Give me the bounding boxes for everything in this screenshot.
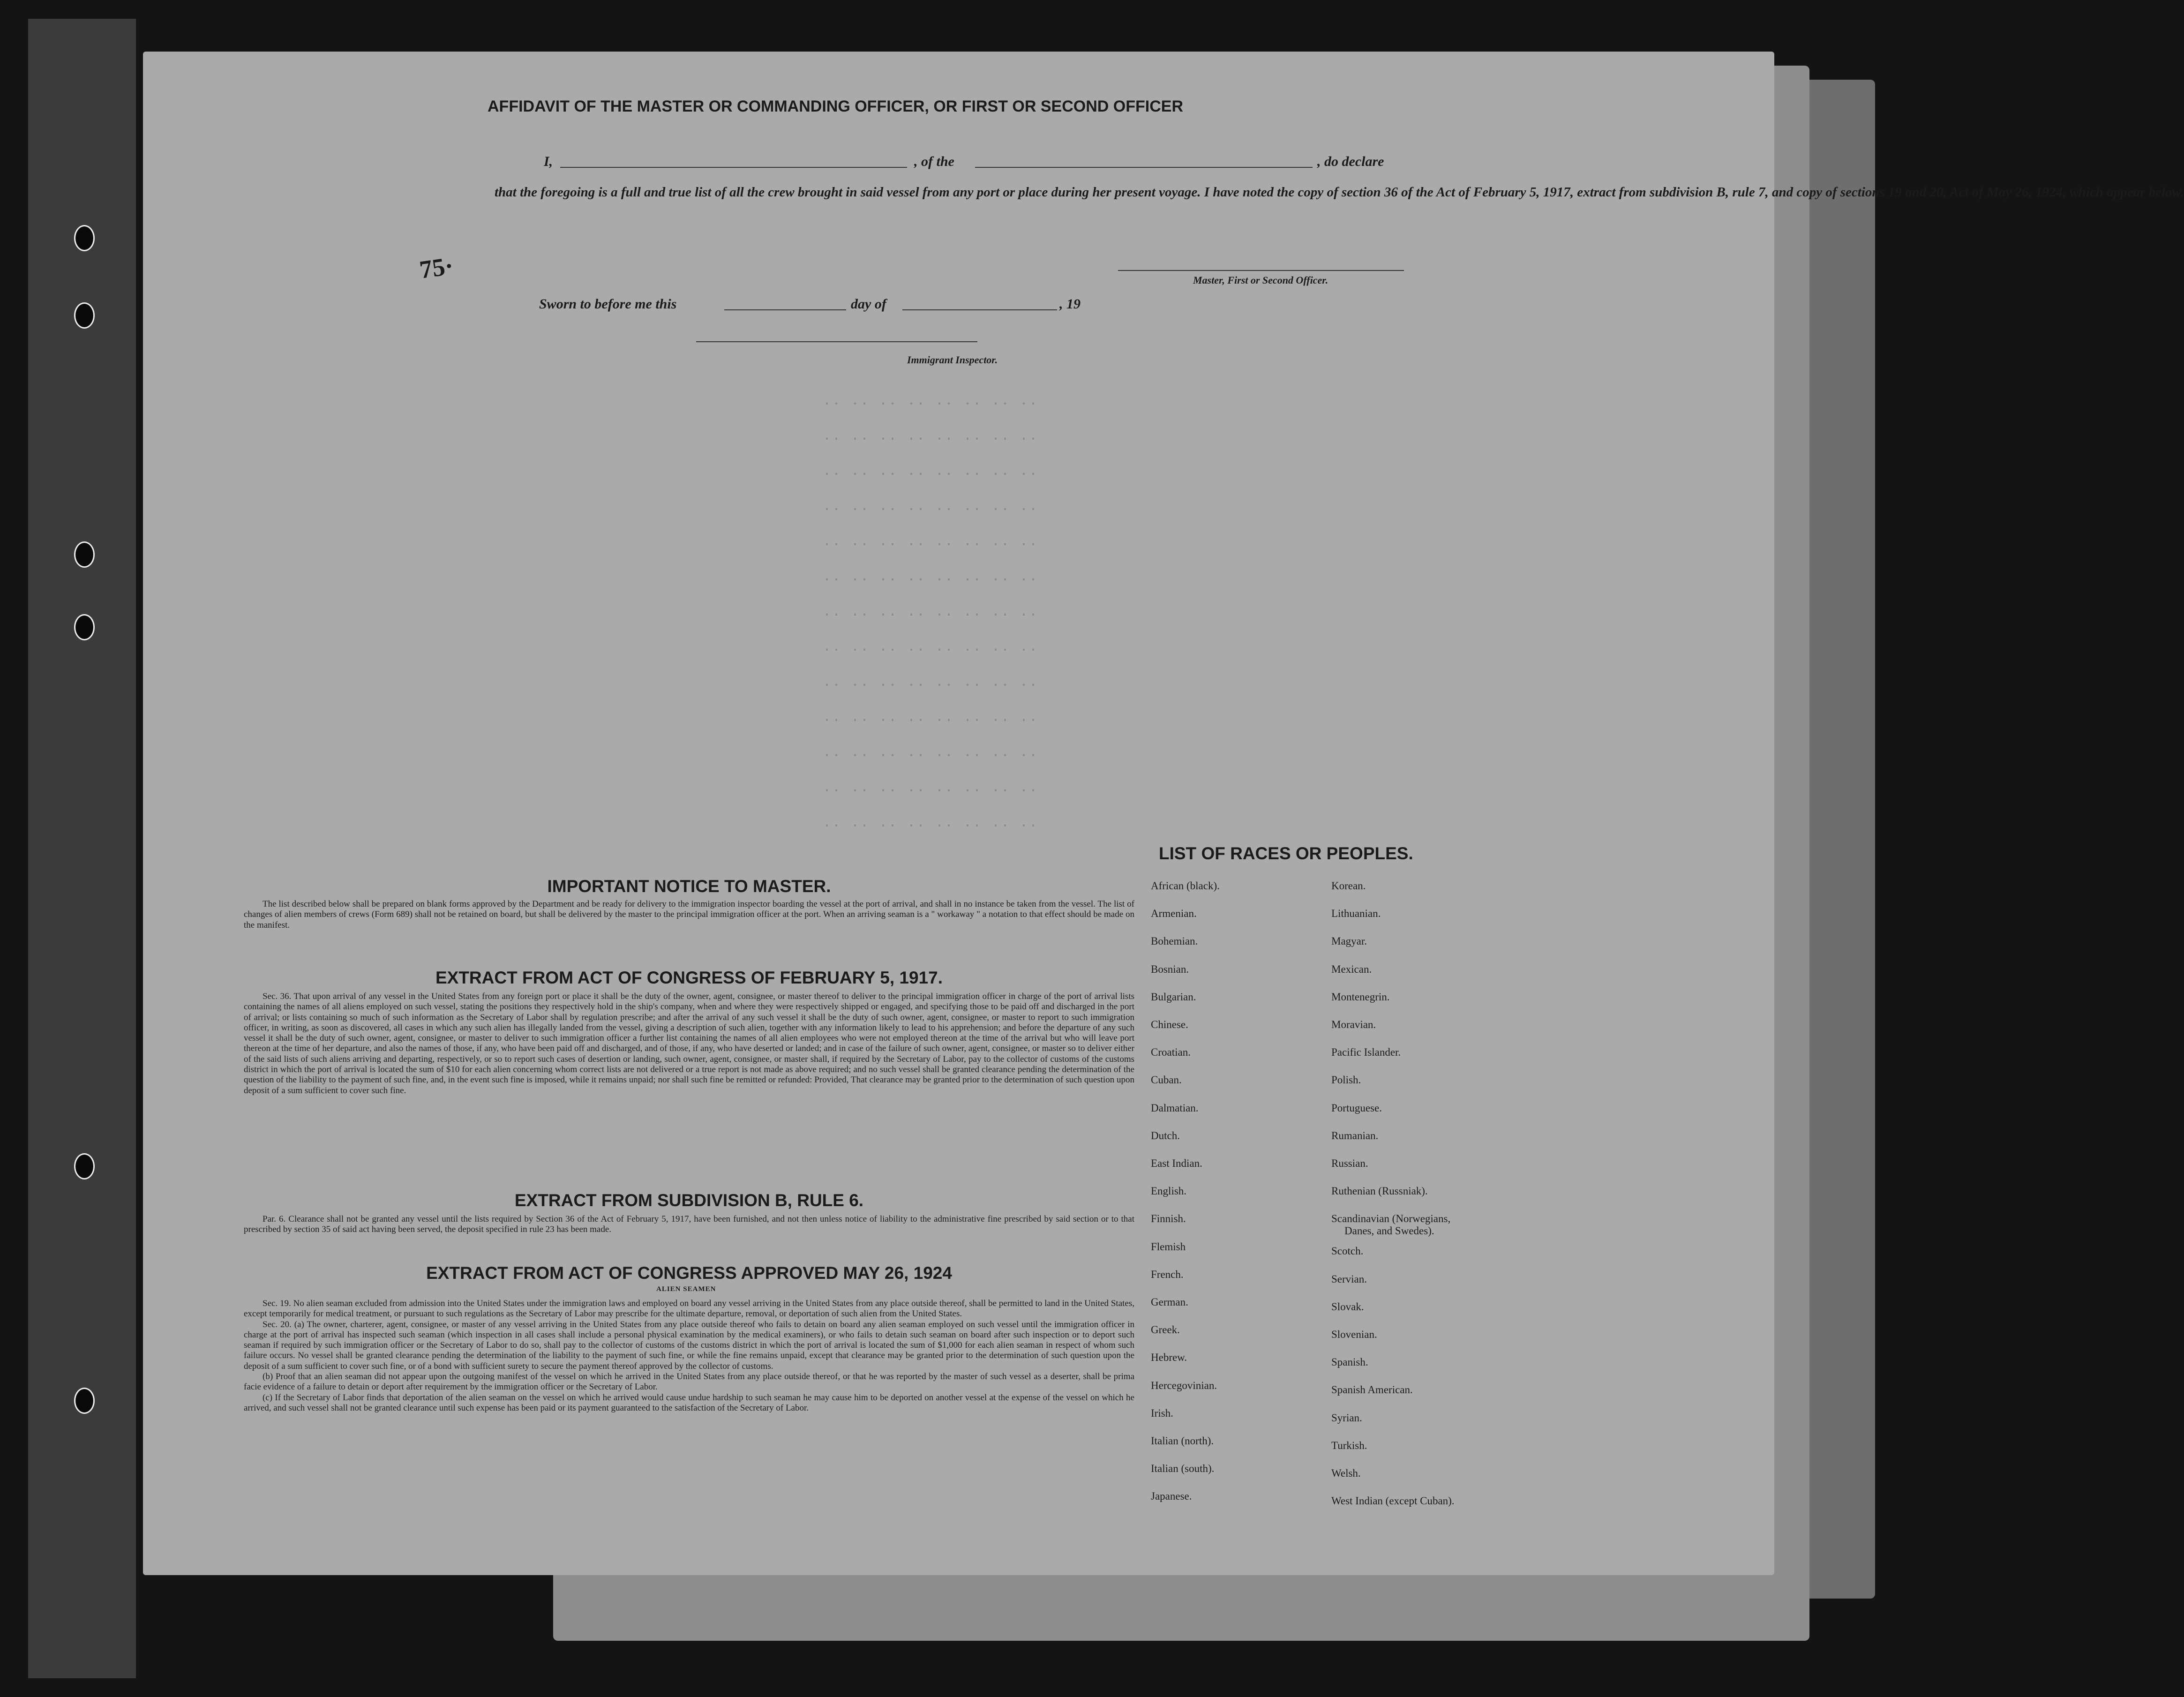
- sec20c-text: (c) If the Secretary of Labor finds that deportation of the alien seaman on the vessel on which he arrived would cause undue hardship to such seaman he may cause him to be deported on another vessel at the expense of the vessel on which he arrived, and such vessel shall not be granted clearance until such expense has been paid or its payment guaranteed to the satisfaction of the Secretary of Labor.: [244, 1392, 1134, 1413]
- race-item: Portuguese.: [1331, 1102, 1382, 1114]
- race-item: Scandinavian (Norwegians,: [1331, 1213, 1451, 1225]
- race-item: West Indian (except Cuban).: [1331, 1495, 1455, 1507]
- extract-1924-subtitle: ALIEN SEAMEN: [656, 1285, 716, 1293]
- affidavit-page: ·· ·· ·· ·· ·· ·· ·· ·· ·· ·· ·· ·· ·· ·· ·· ·· ·· ·· ·· ·· ·· ·· ·· ·· ·· ·· ·· ·· ·· ·· ·· ·· ·· ·· ·· ·· ·· ·· ·· ·· ·· ·· ·· ·· ·· ·· ·· ·· ·· ·· ·· ·· ·· ·· ·· ·· ·· ·· ·· ·· ·· ·· ·· ·· ·· ·· ·· ·· ·· ·· ·· ·· ·· ·· ·· ·· ·· ·· ·· ·· ·· ·· ·· ·· ·· ·· ·· ·· ·· ·· ·· ·· ·· ·· ·· ·· ·· ·· ·· ·· ·· ·· ·· ·· AFFIDAVIT OF THE MASTER OR COMMANDING OFFICER, OR FIRST OR SECOND OFFICER I, , of the , do declare that the foregoing is a full and true list of all the crew brought in said vessel from any port or place during her present voyage. I have noted the copy of section 36 of the Act of February 5, 1917, extract from subdivision B, rule 7, and copy of sections 19 and 20, Act of May 26, 1924, which appear below. 75· Master, First or Second Officer. Sworn to before me this day of , 19 Immigrant Inspector. IMPORTANT NOTICE TO MASTER. The list described below shall be prepared on blank forms approved by the Department and be ready for delivery to the immigration inspector boarding the vessel at the port of arrival, and shall in no instance be taken from the vessel. The list of changes of alien members of crews (Form 689) shall not be retained on board, but shall be delivered by the master to the principal immigration officer at the port. When an arriving seaman is a " workaway " a notation to that effect should be made on the manifest. EXTRACT FROM ACT OF CONGRESS OF FEBRUARY 5, 1917. Sec. 36. That upon arrival of any vessel in the United States from any foreign port or place it shall be the duty of the owner, agent, consignee, or master thereof to deliver to the principal immigration officer in charge of the port of arrival lists containing the names of all aliens employed on such vessel, stating the positions they respectively hold in the ship's company, when and where they were respectively shipped or engaged, and specifying those to be paid off and discharged in the port of arrival; or lists containing so much of such information as the Secretary of Labor shall by regulation prescribe; and after the arrival of any such vessel it shall be the duty of such owner, agent, consignee, or master to report to such immigration officer, in writing, as soon as discovered, all cases in which any such alien has illegally landed from the vessel, giving a description of such alien, together with any information likely to lead to his apprehension; and before the departure of any such vessel it shall be the duty of such owner, agent, consignee, or master to deliver to such immigration officer a further list containing the names of all alien employees who were not employed thereon at the time of the arrival but who will leave port thereon at the time of her departure, and also the names of those, if any, who have been paid off and discharged, and of those, if any, who have deserted or landed; and in case of the failure of such owner, agent, consignee, or master so to deliver either of the said lists of such aliens arriving and departing, respectively, or so to report such cases of desertion or landing, such owner, agent, consignee, or master shall, if required by the Secretary of Labor, pay to the collector of customs of the customs district in which the port of arrival is located the sum of $10 for each alien concerning whom correct lists are not delivered or a true report is not made as above required; and no such vessel shall be granted clearance pending the determination of the question of the liability to the payment of such fine, and, in the event such fine is imposed, while it remains unpaid; nor shall such fine be remitted or refunded: Provided, That clearance may be granted prior to the determination of such question upon deposit of a sum sufficient to cover such fine. EXTRACT FROM SUBDIVISION B, RULE 6. Par. 6. Clearance shall not be granted any vessel until the lists required by Section 36 of the Act of February 5, 1917, have been furnished, and not then unless notice of liability to the administrative fine prescribed by said section or to that prescribed by section 35 of said act having been served, the deposit specified in rule 23 has been made. EXTRACT FROM ACT OF CONGRESS APPROVED MAY 26, 1924 ALIEN SEAMEN Sec. 19. No alien seaman excluded from admission into the United States under the immigration laws and employed on board any vessel arriving in the United States from any place outside thereof, shall be permitted to land in the United States, except temporarily for medical treatment, or pursuant to such regulations as the Secretary of Labor may prescribe for the ultimate departure, removal, or deportation of such alien from the United States. Sec. 20. (a) The owner, charterer, agent, consignee, or master of any vessel arriving in the United States from any place outside thereof who fails to detain on board any alien seaman employed on such vessel until the immigration officer in charge at the port of arrival has inspected such seaman (which inspection in all cases shall include a personal physical examination by the medical examiners), or who fails to detain such seaman on board after such inspection or to deport such seaman if required by such immigration officer or the Secretary of Labor to do so, shall pay to the collector of customs of the customs district in which the port of arrival is located the sum of $1,000 for each alien seaman in respect of whom such failure occurs. No vessel shall be granted clearance pending the determination of the liability to the payment of such fine, or while the fine remains unpaid, except that clearance may be granted prior to the determination of such question upon the deposit of a sum sufficient to cover such fine, or of a bond with sufficient surety to secure the payment thereof approved by the collector of customs. (b) Proof that an alien seaman did not appear upon the outgoing manifest of the vessel on which he arrived in the United States from any place outside thereof, or that he was reported by the master of such vessel as a deserter, shall be prima facie evidence of a failure to detain or deport after requirement by the immigration officer or the Secretary of Labor. (c) If the Secretary of Labor finds that deportation of the alien seaman on the vessel on which he arrived would cause undue hardship to such seaman he may cause him to be deported on another vessel at the expense of the vessel on which he arrived, and such vessel shall not be granted clearance until such expense has been paid or its payment guaranteed to the satisfaction of the Secretary of Labor. LIST OF RACES OR PEOPLES. African (black). Armenian. Bohemian. Bosnian. Bulgarian. Chinese. Croatian. Cuban. Dalmatian. Dutch. East Indian. English. Finnish. Flemish French. German. Greek. Hebrew. Hercegovinian. Irish. Italian (north). Italian (south). Japanese. Korean. Lithuanian. Magyar. Mexican. Montenegrin. Moravian. Pacific Islander. Polish. Portuguese. Rumanian. Russian. Ruthenian (Russniak). Scandinavian (Norwegians, Danes, and Swedes). Scotch. Servian. Slovak. Slovenian. Spanish. Spanish American. Syrian. Turkish. Welsh. West Indian (except Cuban).: [143, 52, 1774, 1575]
- inspector-signature-field: [696, 341, 977, 342]
- binding-strip: [28, 19, 136, 1678]
- race-item: German.: [1151, 1296, 1188, 1308]
- race-item: English.: [1151, 1185, 1187, 1197]
- races-title: LIST OF RACES OR PEOPLES.: [1159, 844, 1413, 863]
- sworn-day-field: [724, 309, 846, 310]
- vessel-name-field: [975, 167, 1313, 168]
- affidavit-declare-label: , do declare: [1317, 154, 1384, 169]
- master-signature-field: [1118, 270, 1404, 271]
- race-item: Hercegovinian.: [1151, 1379, 1217, 1391]
- race-item: Mexican.: [1331, 963, 1372, 975]
- race-item: Bulgarian.: [1151, 991, 1196, 1003]
- punch-hole: [74, 541, 95, 568]
- extract-1924-body: [244, 1299, 1134, 1413]
- race-item: Lithuanian.: [1331, 908, 1381, 920]
- master-name-field: [560, 167, 907, 168]
- race-item: Italian (north).: [1151, 1435, 1214, 1447]
- punch-hole: [74, 1388, 95, 1414]
- race-item: Montenegrin.: [1331, 991, 1390, 1003]
- rule6-title: EXTRACT FROM SUBDIVISION B, RULE 6.: [514, 1191, 864, 1210]
- race-item: Korean.: [1331, 880, 1366, 892]
- extract-1924-title: EXTRACT FROM ACT OF CONGRESS APPROVED MAY 26, 1924: [426, 1263, 952, 1283]
- race-item: Slovak.: [1331, 1300, 1364, 1313]
- race-item: Hebrew.: [1151, 1352, 1187, 1364]
- race-item: Japanese.: [1151, 1490, 1192, 1502]
- race-item: Ruthenian (Russniak).: [1331, 1185, 1428, 1197]
- sworn-year-label: , 19: [1059, 296, 1081, 312]
- punch-hole: [74, 302, 95, 329]
- race-item: Scotch.: [1331, 1245, 1364, 1257]
- race-item: Magyar.: [1331, 935, 1367, 947]
- race-item: French.: [1151, 1268, 1184, 1280]
- race-item: Polish.: [1331, 1074, 1361, 1086]
- race-item: Irish.: [1151, 1407, 1173, 1419]
- notice-text: The list described below shall be prepared on blank forms approved by the Department and be ready for delivery to the immigration inspector boarding the vessel at the port of arrival, and shall in no instance be taken from the vessel. The list of changes of alien members of crews (Form 689) shall not be retained on board, but shall be delivered by the master to the principal immigration officer at the port. When an arriving seaman is a " workaway " a notation to that effect should be made on the manifest.: [244, 899, 1134, 930]
- race-item: Russian.: [1331, 1157, 1368, 1170]
- affidavit-title: AFFIDAVIT OF THE MASTER OR COMMANDING OFFICER, OR FIRST OR SECOND OFFICER: [488, 98, 1183, 115]
- rule6-text: Par. 6. Clearance shall not be granted any vessel until the lists required by Section 36 of the Act of February 5, 1917, have been furnished, and not then unless notice of liability to the administrative fine prescribed by said section or to that prescribed by section 35 of said act having been served, the deposit specified in rule 23 has been made.: [244, 1214, 1134, 1235]
- inspector-signature-label: Immigrant Inspector.: [907, 354, 998, 366]
- race-item: East Indian.: [1151, 1157, 1202, 1170]
- race-item: Cuban.: [1151, 1074, 1182, 1086]
- punch-hole: [74, 225, 95, 251]
- race-item: Danes, and Swedes).: [1344, 1225, 1434, 1237]
- race-item: Moravian.: [1331, 1019, 1376, 1031]
- race-item: Rumanian.: [1331, 1129, 1379, 1141]
- extract-1917-title: EXTRACT FROM ACT OF CONGRESS OF FEBRUARY 5, 1917.: [435, 968, 943, 987]
- race-item: Spanish.: [1331, 1356, 1368, 1368]
- race-item: Greek.: [1151, 1324, 1180, 1336]
- margin-mark: 75·: [418, 251, 455, 284]
- race-item: Italian (south).: [1151, 1463, 1215, 1475]
- race-item: Slovenian.: [1331, 1329, 1377, 1341]
- race-item: Dalmatian.: [1151, 1102, 1199, 1114]
- sec19-text: Sec. 19. No alien seaman excluded from admission into the United States under the immigration laws and employed on board any vessel arriving in the United States from any place outside thereof, shall be permitted to land in the United States, except temporarily for medical treatment, or pursuant to such regulations as the Secretary of Labor may prescribe for the ultimate departure, removal, or deportation of such alien from the United States.: [244, 1299, 1134, 1319]
- races-right-column: [1331, 872, 1455, 1515]
- sec20a-text: Sec. 20. (a) The owner, charterer, agent, consignee, or master of any vessel arriving in the United States from any place outside thereof who fails to detain on board any alien seaman employed on such vessel until the immigration officer in charge at the port of arrival has inspected such seaman (which inspection in all cases shall include a personal physical examination by the medical examiners), or who fails to detain such seaman on board after such inspection or to deport such seaman if required by such immigration officer or the Secretary of Labor to do so, shall pay to the collector of customs of the customs district in which the port of arrival is located the sum of $1,000 for each alien seaman in respect of whom such failure occurs. No vessel shall be granted clearance pending the determination of the liability to the payment of such fine, or while the fine remains unpaid, except that clearance may be granted prior to the determination of such question upon the deposit of a sum sufficient to cover such fine, or of a bond with sufficient surety to secure the payment thereof approved by the collector of customs.: [244, 1319, 1134, 1371]
- race-item: Dutch.: [1151, 1129, 1180, 1141]
- race-item: Spanish American.: [1331, 1384, 1413, 1396]
- punch-hole: [74, 1153, 95, 1179]
- affidavit-of-the-label: , of the: [914, 154, 954, 169]
- notice-title: IMPORTANT NOTICE TO MASTER.: [547, 877, 831, 896]
- race-item: Bohemian.: [1151, 935, 1198, 947]
- sec20b-text: (b) Proof that an alien seaman did not appear upon the outgoing manifest of the vessel on which he arrived in the United States from any place outside thereof, or that he was reported by the master of such vessel as a deserter, shall be prima facie evidence of a failure to detain or deport after requirement by the immigration officer or the Secretary of Labor.: [244, 1372, 1134, 1392]
- race-item: Pacific Islander.: [1331, 1046, 1401, 1059]
- races-left-column: [1151, 872, 1220, 1510]
- affidavit-i-label: I,: [544, 154, 553, 169]
- race-item: Welsh.: [1331, 1467, 1361, 1479]
- race-item: Armenian.: [1151, 908, 1197, 920]
- race-item: African (black).: [1151, 880, 1220, 892]
- race-item: Turkish.: [1331, 1439, 1367, 1451]
- day-of-label: day of: [851, 296, 886, 312]
- race-item: Croatian.: [1151, 1046, 1191, 1059]
- race-item: Syrian.: [1331, 1412, 1362, 1424]
- extract-1917-text: Sec. 36. That upon arrival of any vessel in the United States from any foreign port or place it shall be the duty of the owner, agent, consignee, or master thereof to deliver to the principal immigration officer in charge of the port of arrival lists containing the names of all aliens employed on such vessel, stating the positions they respectively hold in the ship's company, when and where they were respectively shipped or engaged, and specifying those to be paid off and discharged in the port of arrival; or lists containing so much of such information as the Secretary of Labor shall by regulation prescribe; and after the arrival of any such vessel it shall be the duty of such owner, agent, consignee, or master to report to such immigration officer, in writing, as soon as discovered, all cases in which any such alien has illegally landed from the vessel, giving a description of such alien, together with any information likely to lead to his apprehension; and before the departure of any such vessel it shall be the duty of such owner, agent, consignee, or master to deliver to such immigration officer a further list containing the names of all alien employees who were not employed thereon at the time of the arrival but who will leave port thereon at the time of her departure, and also the names of those, if any, who have been paid off and discharged, and of those, if any, who have deserted or landed; and in case of the failure of such owner, agent, consignee, or master so to deliver either of the said lists of such aliens arriving and departing, respectively, or so to report such cases of desertion or landing, such owner, agent, consignee, or master shall, if required by the Secretary of Labor, pay to the collector of customs of the customs district in which the port of arrival is located the sum of $10 for each alien concerning whom correct lists are not delivered or a true report is not made as above required; and no such vessel shall be granted clearance pending the determination of the question of the liability to the payment of such fine, and, in the event such fine is imposed, while it remains unpaid; nor shall such fine be remitted or refunded: Provided, That clearance may be granted prior to the determination of such question upon deposit of a sum sufficient to cover such fine.: [244, 991, 1134, 1096]
- race-item: Flemish: [1151, 1240, 1186, 1253]
- race-item: Finnish.: [1151, 1213, 1186, 1225]
- race-item: Bosnian.: [1151, 963, 1189, 975]
- punch-hole: [74, 614, 95, 640]
- sworn-label: Sworn to before me this: [539, 296, 677, 312]
- sworn-month-field: [902, 309, 1057, 310]
- race-item: Servian.: [1331, 1273, 1367, 1285]
- race-item: Chinese.: [1151, 1019, 1188, 1031]
- master-signature-label: Master, First or Second Officer.: [1193, 274, 1328, 286]
- affidavit-statement: that the foregoing is a full and true list of all the crew brought in said vessel from any port or place during her present voyage. I have noted the copy of section 36 of the Act of February 5, 1917, extract from subdivision B, rule 7, and copy of sections 19 and 20, Act of May 26, 1924, which appear below.: [495, 185, 2184, 200]
